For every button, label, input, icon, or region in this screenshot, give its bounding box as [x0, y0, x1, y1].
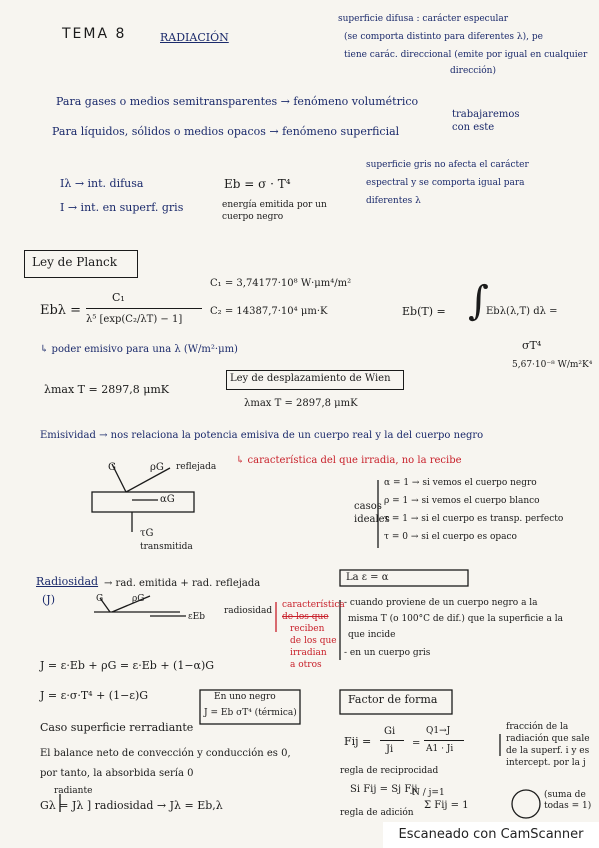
planck-eb-denominator: λ⁵ [exp(C₂/λT) − 1] — [86, 314, 183, 325]
integral-result: σT⁴ — [522, 339, 542, 352]
eb-note: energía emitida por un cuerpo negro — [222, 200, 327, 222]
addition-title: regla de adición — [340, 808, 414, 818]
integral-sign: ∫ — [468, 278, 489, 324]
gases-line: Para gases o medios semitransparentes → fenómeno volumétrico — [56, 95, 419, 108]
label-alpha-g: αG — [160, 494, 175, 505]
law-text: La ε = α — [346, 572, 389, 583]
ideal-title: casos ideales — [354, 501, 390, 525]
page-title: TEMA 8 — [62, 26, 127, 42]
grey-note-1: superficie gris no afecta el carácter — [366, 160, 529, 170]
sum-limits: N / j=1 — [412, 788, 445, 798]
radiosity-rho-g: ρG — [132, 594, 145, 604]
final-eq: Gλ = Jλ ] radiosidad → Jλ = Eb,λ — [40, 799, 223, 812]
black-eq: J = Eb σT⁴ (térmica) — [204, 708, 297, 718]
work-note: trabajaremos con este — [452, 109, 520, 133]
fij-label: Fij = — [344, 735, 372, 748]
wien-eq: λmax T = 2897,8 μmK — [244, 398, 358, 409]
planck-eb-label: Ebλ = — [40, 303, 82, 318]
label-transmitted: transmitida — [140, 542, 193, 552]
frac2-num: Q1→J — [426, 726, 451, 736]
wien-title: Ley de desplazamiento de Wien — [230, 373, 391, 384]
emissivity-line: Emisividad → nos relaciona la potencia emisiva de un cuerpo real y la del cuerpo negro — [40, 430, 484, 441]
topic-title: RADIACIÓN — [160, 31, 229, 44]
planck-c2: C₂ = 14387,7·10⁴ μm·K — [210, 306, 328, 317]
fij-den: Ji — [386, 744, 394, 755]
ideal-case-4: τ = 0 → si el cuerpo es opaco — [384, 532, 517, 542]
black-note: En uno negro — [214, 692, 276, 702]
right-note-1: superficie difusa : carácter especular — [338, 14, 509, 24]
i-total-def: I → int. en superf. gris — [60, 201, 184, 214]
radiosity-g: G — [96, 594, 104, 604]
radiosity-title: Radiosidad — [36, 575, 99, 588]
ff-note-2: radiación que sale — [506, 734, 590, 744]
power-note: ↳ poder emisivo para una λ (W/m²·μm) — [40, 344, 238, 355]
slab-rect — [92, 492, 194, 512]
rerad-title: Caso superficie rerradiante — [40, 721, 194, 734]
addition-eq: Σ Fij = 1 — [424, 800, 469, 811]
label-g: G — [108, 462, 116, 473]
grey-note-2: espectral y se comporta igual para — [366, 178, 525, 188]
radiosity-label: radiosidad — [224, 606, 273, 616]
red-note-2: de los que — [282, 612, 329, 622]
label-reflected: reflejada — [176, 462, 217, 472]
i-lambda-def: Iλ → int. difusa — [60, 177, 144, 190]
planck-c1: C₁ = 3,74177·10⁸ W·μm⁴/m² — [210, 278, 352, 289]
radiosity-e-eb: εEb — [188, 612, 205, 622]
scanner-watermark: Escaneado con CamScanner — [383, 822, 599, 848]
red-note-1: característica — [282, 600, 345, 610]
form-factor-title: Factor de forma — [348, 693, 438, 706]
planck-eb-numerator: C₁ — [112, 291, 125, 304]
rerad-line-2: por tanto, la absorbida sería 0 — [40, 768, 194, 779]
addition-sketch — [512, 790, 540, 818]
label-tau-g: τG — [140, 528, 154, 539]
fij-bar — [380, 740, 404, 741]
law-note-3: que incide — [348, 630, 396, 640]
ff-note-1: fracción de la — [506, 722, 569, 732]
red-note-6: a otros — [290, 660, 322, 670]
label-rho-g: ρG — [150, 462, 164, 473]
law-note-2: misma T (o 100°C de dif.) que la superficie a la — [348, 614, 563, 624]
reciprocity-eq: Si Fij = Sj Fji — [350, 784, 418, 795]
reciprocity-title: regla de reciprocidad — [340, 766, 439, 776]
right-note-3: tiene carác. direccional (emite por igual en cualquier — [344, 50, 588, 60]
law-note-4: - en un cuerpo gris — [344, 648, 431, 658]
radiosity-eq2: J = ε·σ·T⁴ + (1−ε)G — [40, 689, 149, 702]
sum-note: (suma de todas = 1) — [544, 790, 592, 811]
fij-num: Gi — [384, 726, 396, 737]
ideal-case-1: α = 1 → si vemos el cuerpo negro — [384, 478, 537, 488]
frac2-bar — [424, 740, 464, 741]
grey-note-3: diferentes λ — [366, 196, 421, 206]
planck-title: Ley de Planck — [32, 255, 118, 269]
law-note-1: - cuando proviene de un cuerpo negro a la — [344, 598, 538, 608]
incident-label: radiante — [54, 786, 93, 796]
equals-sign: = — [412, 738, 421, 749]
sigma-value: 5,67·10⁻⁸ W/m²K⁴ — [512, 360, 593, 370]
red-note-5: irradian — [290, 648, 327, 658]
rerad-line-1: El balance neto de convección y conducción es 0, — [40, 748, 291, 759]
frac2-den: A1 · Ji — [426, 744, 454, 754]
integral-left: Eb(T) = — [402, 305, 446, 318]
red-note-4: de los que — [290, 636, 337, 646]
ideal-case-2: ρ = 1 → si vemos el cuerpo blanco — [384, 496, 540, 506]
radiosity-def: → rad. emitida + rad. reflejada — [104, 578, 261, 589]
wien-left: λmax T = 2897,8 μmK — [44, 383, 169, 396]
emissivity-red-note: ↳ característica del que irradia, no la recibe — [236, 455, 462, 466]
eb-formula: Eb = σ · T⁴ — [224, 177, 291, 191]
radiosity-eq1: J = ε·Eb + ρG = ε·Eb + (1−α)G — [40, 659, 215, 672]
ff-note-3: de la superf. i y es — [506, 746, 590, 756]
ff-note-4: intercept. por la j — [506, 758, 586, 768]
solids-line: Para líquidos, sólidos o medios opacos → fenómeno superficial — [52, 125, 400, 138]
right-note-2: (se comporta distinto para diferentes λ), pe — [344, 32, 543, 42]
ideal-case-3: τ = 1 → si el cuerpo es transp. perfecto — [384, 514, 564, 524]
red-note-3: reciben — [290, 624, 325, 634]
right-note-4: dirección) — [450, 66, 496, 76]
integral-right: Ebλ(λ,T) dλ = — [486, 306, 558, 317]
radiosity-symbol: (J) — [42, 593, 55, 606]
